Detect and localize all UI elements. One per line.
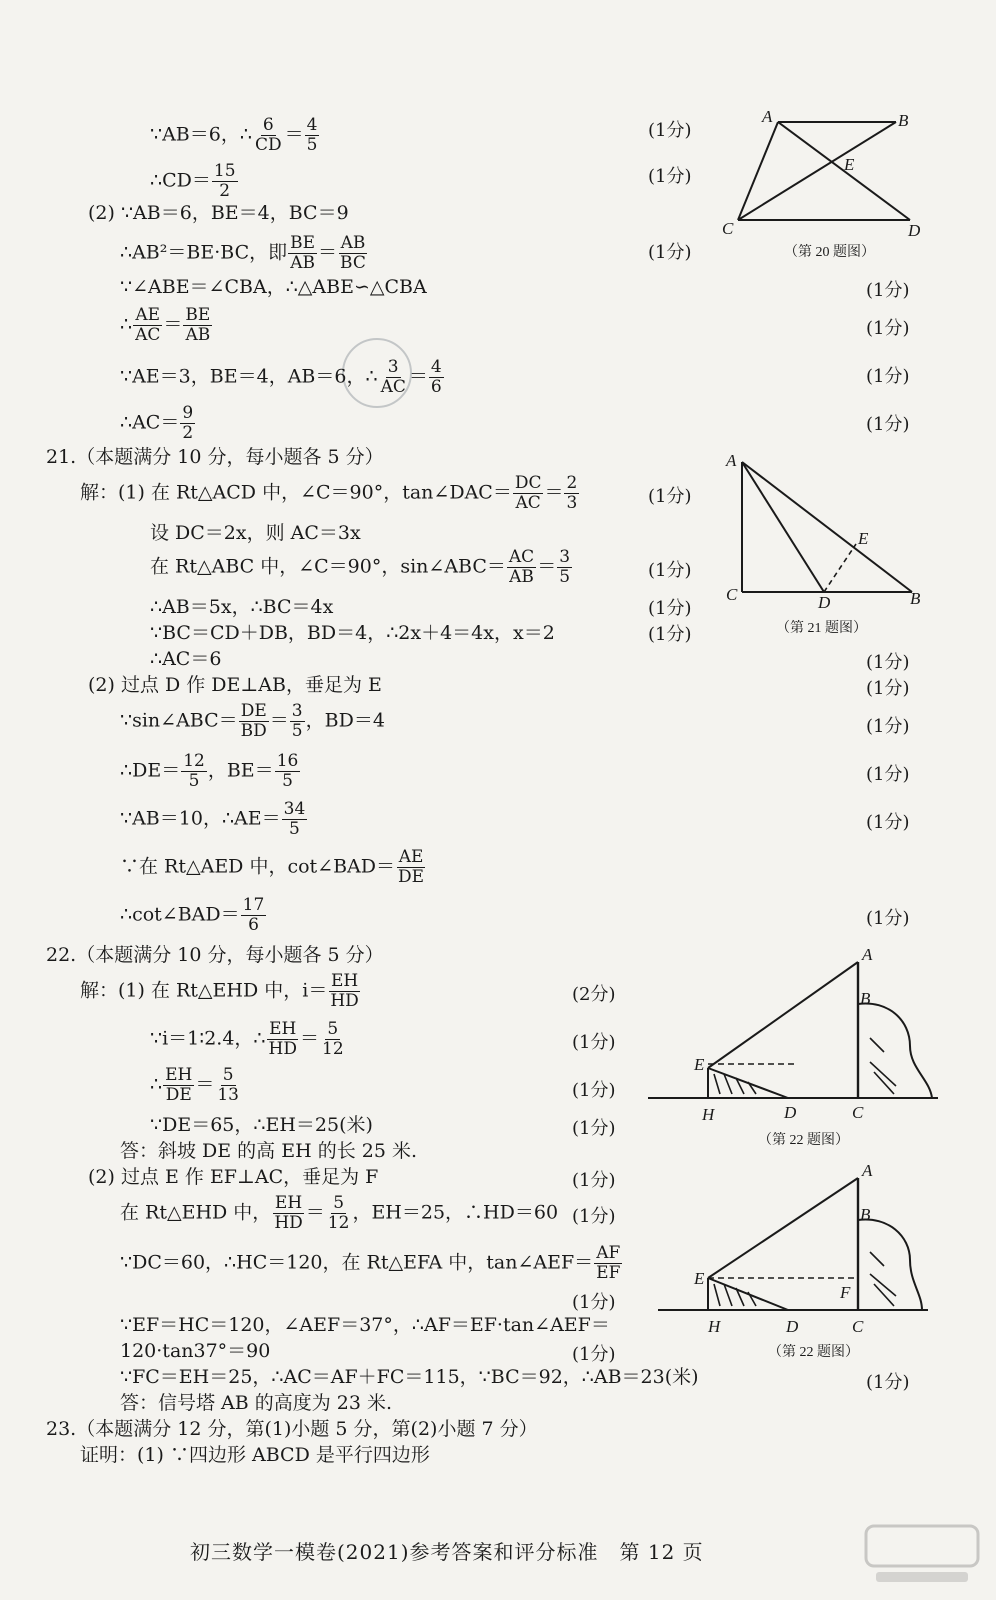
line-22-tan: ∵DC＝60，∴HC＝120，在 Rt△EFA 中，tan∠AEF＝ $\frac{AF}{EF}$ — [120, 1243, 621, 1283]
line-22-hd: 在 Rt△EHD 中， $\frac{EH}{HD}$ ＝ $\frac{5}{12}$ ，EH＝25，∴HD＝60 — [120, 1193, 559, 1233]
figure-caption: （第 20 题图） — [784, 245, 875, 260]
line-21-2: 设 DC＝2x，则 AC＝3x — [150, 522, 361, 544]
points: (1分) — [866, 414, 910, 435]
points: (1分) — [866, 716, 910, 737]
points: (1分) — [866, 812, 910, 833]
line-21-ae: ∵AB＝10，∴AE＝ $\frac{34}{5}$ — [120, 799, 306, 839]
svg-text:D: D — [818, 593, 831, 612]
line-21-3: 在 Rt△ABC 中，∠C＝90°，sin∠ABC＝ $\frac{AC}{AB}$ ＝ $\frac{3}{5}$ — [150, 547, 571, 587]
line-21-6: ∴AC＝6 — [150, 648, 222, 670]
svg-text:E: E — [694, 1269, 705, 1288]
points: (1分) — [572, 1080, 616, 1101]
points: (1分) — [866, 678, 910, 699]
svg-text:C: C — [852, 1103, 864, 1122]
svg-text:H: H — [702, 1105, 715, 1124]
svg-text:H: H — [708, 1317, 721, 1336]
figure-caption: （第 22 题图） — [768, 1345, 859, 1360]
line-22-2: ∵i＝1∶2.4，∴ $\frac{EH}{HD}$ ＝ $\frac{5}{12}$ — [150, 1019, 344, 1059]
line-22-part2: (2) 过点 E 作 EF⊥AC，垂足为 F — [88, 1166, 379, 1188]
line-ratio: ∴ $\frac{AE}{AC}$ ＝ $\frac{BE}{AB}$ — [120, 305, 211, 345]
svg-text:C: C — [726, 585, 738, 604]
problem-21-heading: 21.（本题满分 10 分，每小题各 5 分） — [46, 446, 384, 468]
svg-text:F: F — [840, 1283, 851, 1302]
svg-text:A: A — [862, 945, 873, 964]
line-23-1: 证明：(1) ∵四边形 ABCD 是平行四边形 — [80, 1444, 430, 1466]
points: (1分) — [648, 560, 692, 581]
figure-22-a — [648, 945, 948, 1148]
line-cd: ∴CD＝ $\frac{15}{2}$ — [150, 161, 236, 201]
svg-text:C: C — [852, 1317, 864, 1336]
svg-text:A: A — [726, 451, 737, 470]
figure-21 — [720, 450, 940, 640]
line-ab-cd: ∵AB＝6，∴ $\frac{6}{CD}$ ＝ $\frac{4}{5}$ — [150, 115, 318, 155]
points: (1分) — [866, 908, 910, 929]
line-21-part2: (2) 过点 D 作 DE⊥AB，垂足为 E — [88, 674, 382, 696]
line-22-answer2: 答：信号塔 AB 的高度为 23 米. — [120, 1392, 393, 1414]
svg-text:C: C — [722, 219, 734, 238]
svg-text:E: E — [858, 529, 869, 548]
watermark-logo — [862, 1522, 982, 1586]
line-22-af: ∵EF＝HC＝120，∠AEF＝37°，∴AF＝EF·tan∠AEF＝ — [120, 1314, 610, 1336]
figure-caption: （第 21 题图） — [776, 621, 867, 636]
line-ac: ∴AC＝ $\frac{9}{2}$ — [120, 403, 194, 443]
points: (1分) — [572, 1344, 616, 1365]
svg-text:A: A — [862, 1161, 873, 1180]
svg-text:B: B — [860, 1205, 871, 1224]
line-22-4: ∵DE＝65，∴EH＝25(米) — [150, 1114, 373, 1136]
points: (1分) — [572, 1292, 616, 1313]
points: (1分) — [648, 242, 692, 263]
line-21-de: ∴DE＝ $\frac{12}{5}$ ，BE＝ $\frac{16}{5}$ — [120, 751, 299, 791]
figure-20 — [720, 108, 940, 258]
line-22-3: ∴ $\frac{EH}{DE}$ ＝ $\frac{5}{13}$ — [150, 1065, 239, 1105]
points: (1分) — [648, 166, 692, 187]
page-footer: 初三数学一模卷(2021)参考答案和评分标准 第 12 页 — [190, 1540, 704, 1564]
line-22-1: 解：(1) 在 Rt△EHD 中，i＝ $\frac{EH}{HD}$ — [80, 971, 359, 1011]
svg-text:D: D — [784, 1103, 797, 1122]
line-21-result: ∴cot∠BAD＝ $\frac{17}{6}$ — [120, 895, 265, 935]
points: (1分) — [866, 652, 910, 673]
svg-text:B: B — [910, 589, 921, 608]
points: (1分) — [648, 486, 692, 507]
problem-23-heading: 23.（本题满分 12 分，第(1)小题 5 分，第(2)小题 7 分） — [46, 1418, 538, 1440]
points: (1分) — [648, 120, 692, 141]
points: (2分) — [572, 984, 616, 1005]
line-22-answer1: 答：斜坡 DE 的高 EH 的长 25 米. — [120, 1140, 417, 1162]
points: (1分) — [866, 1372, 910, 1393]
line-22-ab: ∵FC＝EH＝25，∴AC＝AF＋FC＝115，∵BC＝92，∴AB＝23(米) — [120, 1366, 699, 1388]
line-21-4: ∴AB＝5x，∴BC＝4x — [150, 596, 334, 618]
line-part2: (2) ∵AB＝6，BE＝4，BC＝9 — [88, 202, 349, 224]
svg-text:B: B — [860, 989, 871, 1008]
points: (1分) — [648, 624, 692, 645]
svg-text:D: D — [908, 221, 921, 240]
points: (1分) — [866, 280, 910, 301]
line-21-1: 解：(1) 在 Rt△ACD 中，∠C＝90°，tan∠DAC＝ $\frac{DC}{AC}$ ＝ $\frac{2}{3}$ — [80, 473, 578, 513]
figure-22-b — [648, 1160, 948, 1370]
points: (1分) — [572, 1118, 616, 1139]
points: (1分) — [648, 598, 692, 619]
svg-text:E: E — [844, 155, 855, 174]
points: (1分) — [866, 764, 910, 785]
svg-text:D: D — [786, 1317, 799, 1336]
line-22-af-value: 120·tan37°＝90 — [120, 1340, 271, 1362]
line-substitute: ∵AE＝3，BE＝4，AB＝6，∴ $\frac{3}{AC}$ ＝ $\frac{4}{6}$ — [120, 357, 442, 397]
figure-caption: （第 22 题图） — [758, 1133, 849, 1148]
svg-text:E: E — [694, 1055, 705, 1074]
line-21-5: ∵BC＝CD＋DB，BD＝4，∴2x＋4＝4x，x＝2 — [150, 622, 555, 644]
points: (1分) — [572, 1206, 616, 1227]
line-similar: ∵∠ABE＝∠CBA，∴△ABE∽△CBA — [120, 276, 427, 298]
points: (1分) — [572, 1032, 616, 1053]
points: (1分) — [866, 318, 910, 339]
svg-text:B: B — [898, 111, 909, 130]
points: (1分) — [866, 366, 910, 387]
line-21-cot: ∵在 Rt△AED 中，cot∠BAD＝ $\frac{AE}{DE}$ — [120, 847, 425, 887]
svg-text:A: A — [762, 107, 773, 126]
line-21-sin: ∵sin∠ABC＝ $\frac{DE}{BD}$ ＝ $\frac{3}{5}$ ，BD＝4 — [120, 701, 385, 741]
problem-22-heading: 22.（本题满分 10 分，每小题各 5 分） — [46, 944, 384, 966]
line-ab-squared: ∴AB²＝BE·BC，即 $\frac{BE}{AB}$ ＝ $\frac{AB}{BC}$ — [120, 233, 366, 273]
points: (1分) — [572, 1170, 616, 1191]
